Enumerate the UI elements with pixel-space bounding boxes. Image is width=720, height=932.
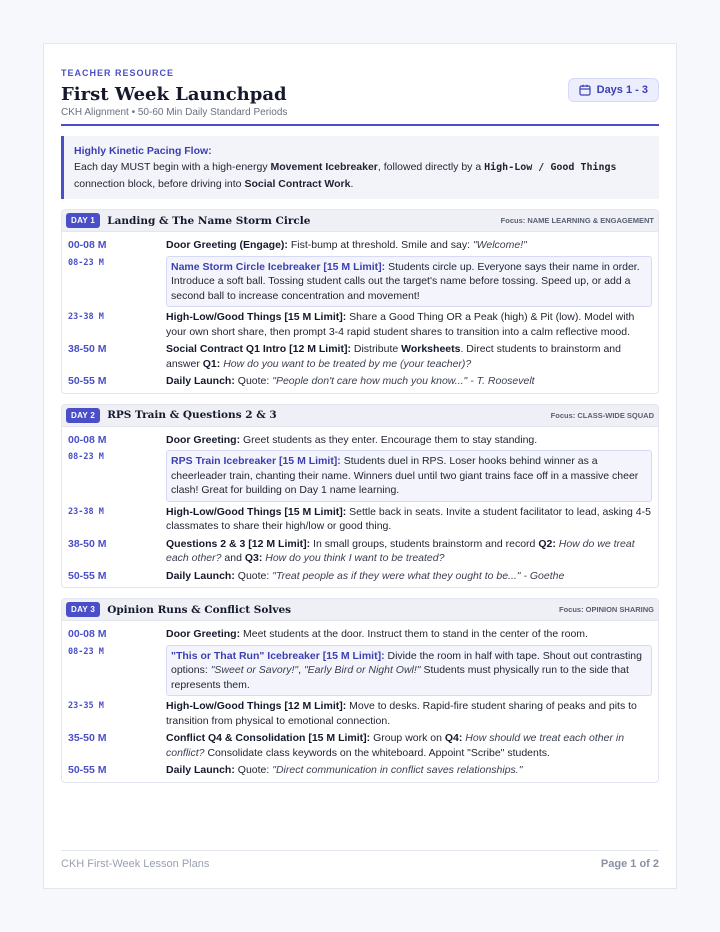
- page-number: Page 1 of 2: [600, 858, 659, 870]
- day-focus: Focus: CLASS-WIDE SQUAD: [550, 410, 654, 420]
- schedule-row: [68, 731, 652, 760]
- day-title: Landing & The Name Storm Circle: [107, 214, 311, 227]
- schedule-row: [68, 569, 652, 584]
- schedule-row: [68, 310, 652, 339]
- time-slot: 00-08 M: [68, 628, 107, 640]
- schedule-row: [68, 238, 652, 253]
- page-subtitle: CKH Alignment • 50-60 Min Daily Standard Periods: [61, 107, 288, 118]
- activity-text: Conflict Q4 & Consolidation [15 M Limit]: Group work on Q4: How should we treat each other in conflict? Consolidate class keywords on the whiteboard. Appoint "Scribe" students.: [166, 732, 625, 759]
- activity-text: Daily Launch: Quote: "People don't care how much you know..." - T. Roosevelt: [166, 375, 535, 387]
- schedule-row: [68, 256, 652, 308]
- document-page: [43, 43, 677, 889]
- schedule-row: [68, 699, 652, 728]
- schedule-row: [68, 763, 652, 778]
- callout-text: Each day MUST begin with a high-energy Movement Icebreaker, followed directly by a High-Low / Good Things connection block, before driving into Social Contract Work.: [74, 161, 617, 190]
- time-slot: 38-50 M: [68, 343, 107, 355]
- time-slot: 50-55 M: [68, 764, 107, 776]
- schedule-row: [68, 645, 652, 697]
- activity-text: Daily Launch: Quote: "Direct communication in conflict saves relationships.": [166, 764, 523, 776]
- day-tag: DAY 2: [66, 408, 100, 423]
- time-slot: 08-23 M: [68, 646, 104, 657]
- schedule-row: [68, 450, 652, 502]
- days-badge: [568, 78, 659, 102]
- schedule-row: [68, 374, 652, 389]
- icebreaker-box: "This or That Run" Icebreaker [15 M Limit]: Divide the room in half with tape. Shout out contrasting options: "Sweet or Savory!", "Early Bird or Night Owl!" Students must physically run to the side that represents them.: [166, 645, 652, 697]
- schedule-row: [68, 342, 652, 371]
- days-badge-label: Days 1 - 3: [596, 84, 648, 96]
- header-kicker: TEACHER RESOURCE: [61, 68, 175, 78]
- activity-text: Daily Launch: Quote: "Treat people as if they were what they ought to be..." - Goethe: [166, 569, 565, 582]
- day-focus: Focus: NAME LEARNING & ENGAGEMENT: [500, 216, 654, 225]
- day-focus: Focus: OPINION SHARING: [558, 605, 654, 614]
- header-divider: [61, 124, 659, 126]
- page-footer: [61, 850, 659, 870]
- activity-text: High-Low/Good Things [15 M Limit]: Settle back in seats. Invite a student facilitator to lead, asking 4-5 classmates to share their high/low or good thing.: [166, 505, 651, 532]
- time-slot: 35-50 M: [68, 732, 107, 744]
- time-slot: 08-23 M: [68, 452, 104, 462]
- time-slot: 23-35 M: [68, 701, 104, 711]
- page-title: First Week Launchpad: [61, 84, 287, 105]
- day-tag: DAY 1: [66, 213, 100, 228]
- day-3-section: [61, 598, 659, 783]
- icebreaker-box: RPS Train Icebreaker [15 M Limit]: Students duel in RPS. Loser hooks behind winner as a cheerleader train, chanting their name. Winners duel until two giant trains face off in a massive cheer clash! Great for building on Day 1 name learning.: [166, 450, 652, 502]
- day-2-section: [61, 404, 659, 589]
- day-tag: DAY 3: [66, 602, 100, 617]
- activity-text: High-Low/Good Things [12 M Limit]: Move to desks. Rapid-fire student sharing of peaks and pits to transition from physical to emotional connection.: [166, 700, 637, 727]
- time-slot: 50-55 M: [68, 569, 107, 582]
- day-header: [62, 599, 658, 621]
- activity-text: Door Greeting: Greet students as they enter. Encourage them to stay standing.: [166, 433, 538, 446]
- day-header: [62, 405, 658, 427]
- time-slot: 23-38 M: [68, 312, 104, 322]
- day-title: Opinion Runs & Conflict Solves: [107, 603, 292, 616]
- calendar-icon: [579, 84, 591, 96]
- activity-text: High-Low/Good Things [15 M Limit]: Share a Good Thing OR a Peak (high) & Pit (low). Model with your own short share, then prompt 3-4 rapid student shares to transition into a calm reflective mood.: [166, 311, 635, 338]
- day-1-section: [61, 209, 659, 394]
- activity-text: Questions 2 & 3 [12 M Limit]: In small groups, students brainstorm and record Q2: How do we treat each other? and Q3: How do you think I want to be treated?: [166, 537, 635, 564]
- schedule-row: [68, 627, 652, 642]
- time-slot: 50-55 M: [68, 375, 107, 387]
- time-slot: 38-50 M: [68, 537, 107, 550]
- callout-title: Highly Kinetic Pacing Flow:: [74, 145, 212, 157]
- icebreaker-box: Name Storm Circle Icebreaker [15 M Limit]: Students circle up. Everyone says their name in order. Introduce a soft ball. Tossing student calls out the target's name before tossing. Speed up, or add a second ball to increase concentration and movement!: [166, 256, 652, 308]
- schedule-row: [68, 433, 652, 448]
- day-title: RPS Train & Questions 2 & 3: [107, 409, 277, 421]
- time-slot: 23-38 M: [68, 506, 104, 517]
- page-content: [61, 68, 659, 783]
- schedule-row: [68, 505, 652, 534]
- activity-text: Door Greeting: Meet students at the door. Instruct them to stand in the center of the room.: [166, 628, 588, 640]
- time-slot: 08-23 M: [68, 257, 104, 268]
- schedule-row: [68, 537, 652, 566]
- activity-text: Social Contract Q1 Intro [12 M Limit]: Distribute Worksheets. Direct students to brainstorm and answer Q1: How do you want to be treated by me (your teacher)?: [166, 343, 621, 370]
- pacing-callout: [61, 136, 659, 199]
- time-slot: 00-08 M: [68, 239, 107, 251]
- time-slot: 00-08 M: [68, 433, 107, 446]
- footer-doc-title: CKH First-Week Lesson Plans: [61, 858, 210, 870]
- day-header: [62, 210, 658, 232]
- activity-text: Door Greeting (Engage): Fist-bump at threshold. Smile and say: "Welcome!": [166, 239, 527, 251]
